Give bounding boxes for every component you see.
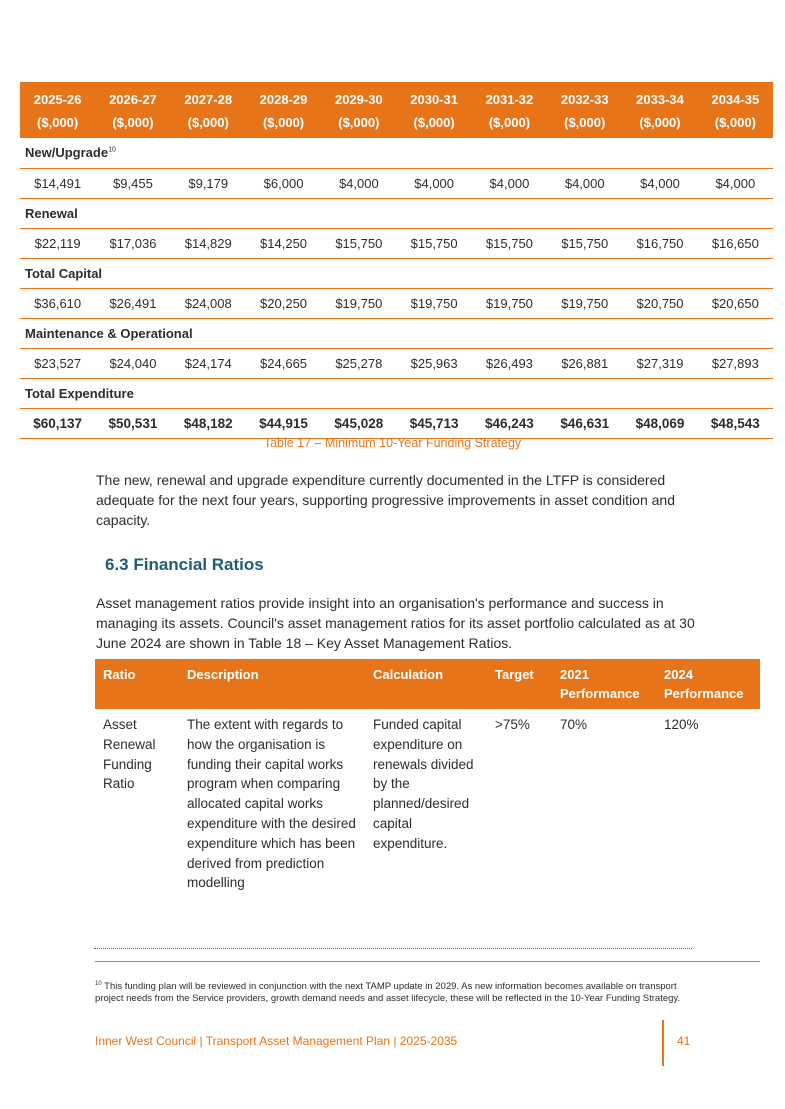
table-cell: $48,182 xyxy=(171,408,246,438)
table-cell: $24,040 xyxy=(95,348,170,378)
calculation-header: Calculation xyxy=(365,659,487,709)
table-cell: $4,000 xyxy=(472,168,547,198)
table-cell: $16,650 xyxy=(698,228,773,258)
table-cell: $15,750 xyxy=(547,228,622,258)
year-header: 2028-29 ($,000) xyxy=(246,82,321,138)
performance-2024-header: 2024 Performance xyxy=(656,659,760,709)
target-header: Target xyxy=(487,659,552,709)
table-cell: $26,881 xyxy=(547,348,622,378)
year-header: 2027-28 ($,000) xyxy=(171,82,246,138)
year-header: 2025-26 ($,000) xyxy=(20,82,95,138)
table-row xyxy=(20,348,773,378)
category-label xyxy=(20,138,773,168)
table-cell: $20,750 xyxy=(622,288,697,318)
footnote xyxy=(95,978,695,1005)
table-cell: $24,174 xyxy=(171,348,246,378)
ratios-paragraph: Asset management ratios provide insight into an organisation's performance and success in managing its assets. Council's asset management ratios for its asset portfolio calculated as at 30 June 2024 are shown in Table 18 – Key Asset Management Ratios. xyxy=(96,595,695,651)
table-row xyxy=(20,228,773,258)
year-header: 2034-35 ($,000) xyxy=(698,82,773,138)
table-cell: $27,893 xyxy=(698,348,773,378)
table-cell: $48,069 xyxy=(622,408,697,438)
table-cell: $14,829 xyxy=(171,228,246,258)
footnote-number: 10 xyxy=(95,981,102,987)
table-cell: $9,179 xyxy=(171,168,246,198)
footer-divider xyxy=(662,1020,664,1066)
table-cell: $15,750 xyxy=(472,228,547,258)
expenditure-paragraph: The new, renewal and upgrade expenditure currently documented in the LTFP is considered adequate for the next four years, supporting progressive improvements in asset condition and capacity. xyxy=(96,472,675,528)
table-cell: $6,000 xyxy=(246,168,321,198)
category-label-text: New/Upgrade xyxy=(25,145,109,161)
table-cell: $24,665 xyxy=(246,348,321,378)
funding-header-row xyxy=(20,82,773,138)
table-cell: $14,250 xyxy=(246,228,321,258)
ratio-name: Asset Renewal Funding Ratio xyxy=(95,709,179,961)
table-cell: $19,750 xyxy=(472,288,547,318)
ratio-target: >75% xyxy=(487,709,552,961)
footnote-ref: 10 xyxy=(108,146,116,154)
category-row xyxy=(20,258,773,288)
table-cell: $20,250 xyxy=(246,288,321,318)
table-cell: $4,000 xyxy=(698,168,773,198)
table-cell: $4,000 xyxy=(622,168,697,198)
table-cell: $25,278 xyxy=(321,348,396,378)
year-header: 2033-34 ($,000) xyxy=(622,82,697,138)
ratios-header-row xyxy=(95,659,760,709)
section-title: 6.3 Financial Ratios xyxy=(105,555,264,574)
page-footer: Inner West Council | Transport Asset Management Plan | 2025-2035 xyxy=(95,1034,458,1048)
funding-strategy-table xyxy=(20,82,773,439)
table-cell: $4,000 xyxy=(321,168,396,198)
table-cell: $50,531 xyxy=(95,408,170,438)
ratio-perf-2021: 70% xyxy=(552,709,656,961)
category-label-text: Total Expenditure xyxy=(25,385,134,401)
category-label-text: Maintenance & Operational xyxy=(25,325,193,341)
category-label-text: Renewal xyxy=(25,205,78,221)
table-cell: $17,036 xyxy=(95,228,170,258)
table-row xyxy=(95,709,760,961)
category-label xyxy=(20,378,773,408)
table-cell: $60,137 xyxy=(20,408,95,438)
category-row xyxy=(20,378,773,408)
table-cell: $36,610 xyxy=(20,288,95,318)
table-cell: $46,243 xyxy=(472,408,547,438)
category-row xyxy=(20,198,773,228)
asset-ratios-table xyxy=(95,659,760,962)
ratio-perf-2024: 120% xyxy=(656,709,760,961)
category-label xyxy=(20,318,773,348)
table-cell: $4,000 xyxy=(547,168,622,198)
table-cell: $14,491 xyxy=(20,168,95,198)
table-cell: $46,631 xyxy=(547,408,622,438)
category-row xyxy=(20,318,773,348)
year-header: 2026-27 ($,000) xyxy=(95,82,170,138)
table-cell: $48,543 xyxy=(698,408,773,438)
category-row xyxy=(20,138,773,168)
table-cell: $19,750 xyxy=(547,288,622,318)
table-cell: $45,713 xyxy=(396,408,471,438)
table-cell: $9,455 xyxy=(95,168,170,198)
table-cell: $19,750 xyxy=(321,288,396,318)
footnote-divider xyxy=(94,948,692,949)
table-row xyxy=(20,408,773,438)
table-cell: $25,963 xyxy=(396,348,471,378)
table-cell: $45,028 xyxy=(321,408,396,438)
ratio-header: Ratio xyxy=(95,659,179,709)
table-cell: $22,119 xyxy=(20,228,95,258)
table-cell: $20,650 xyxy=(698,288,773,318)
table-cell: $15,750 xyxy=(396,228,471,258)
ratio-description: The extent with regards to how the organisation is funding their capital works program when comparing allocated capital works expenditure with the desired expenditure which has been derived from prediction modelling xyxy=(179,709,365,961)
table-cell: $26,491 xyxy=(95,288,170,318)
footnote-text: This funding plan will be reviewed in conjunction with the next TAMP update in 2029. As new information becomes available on transport project needs from the Service providers, growth demand needs and asset lifecycle, these will be reflected in the 10-Year Funding Strategy. xyxy=(95,981,681,1005)
description-header: Description xyxy=(179,659,365,709)
table-cell: $24,008 xyxy=(171,288,246,318)
table-cell: $23,527 xyxy=(20,348,95,378)
table-row xyxy=(20,288,773,318)
ratio-calculation: Funded capital expenditure on renewals divided by the planned/desired capital expenditure. xyxy=(365,709,487,961)
performance-2021-header: 2021 Performance xyxy=(552,659,656,709)
year-header: 2030-31 ($,000) xyxy=(396,82,471,138)
category-label-text: Total Capital xyxy=(25,265,103,281)
category-label xyxy=(20,198,773,228)
category-label xyxy=(20,258,773,288)
table-cell: $19,750 xyxy=(396,288,471,318)
table-cell: $16,750 xyxy=(622,228,697,258)
table-cell: $4,000 xyxy=(396,168,471,198)
page-number: 41 xyxy=(677,1034,691,1048)
table-17-caption: Table 17 – Minimum 10-Year Funding Strategy xyxy=(263,436,522,450)
table-cell: $15,750 xyxy=(321,228,396,258)
table-cell: $26,493 xyxy=(472,348,547,378)
year-header: 2029-30 ($,000) xyxy=(321,82,396,138)
year-header: 2031-32 ($,000) xyxy=(472,82,547,138)
table-cell: $27,319 xyxy=(622,348,697,378)
year-header: 2032-33 ($,000) xyxy=(547,82,622,138)
table-row xyxy=(20,168,773,198)
table-cell: $44,915 xyxy=(246,408,321,438)
